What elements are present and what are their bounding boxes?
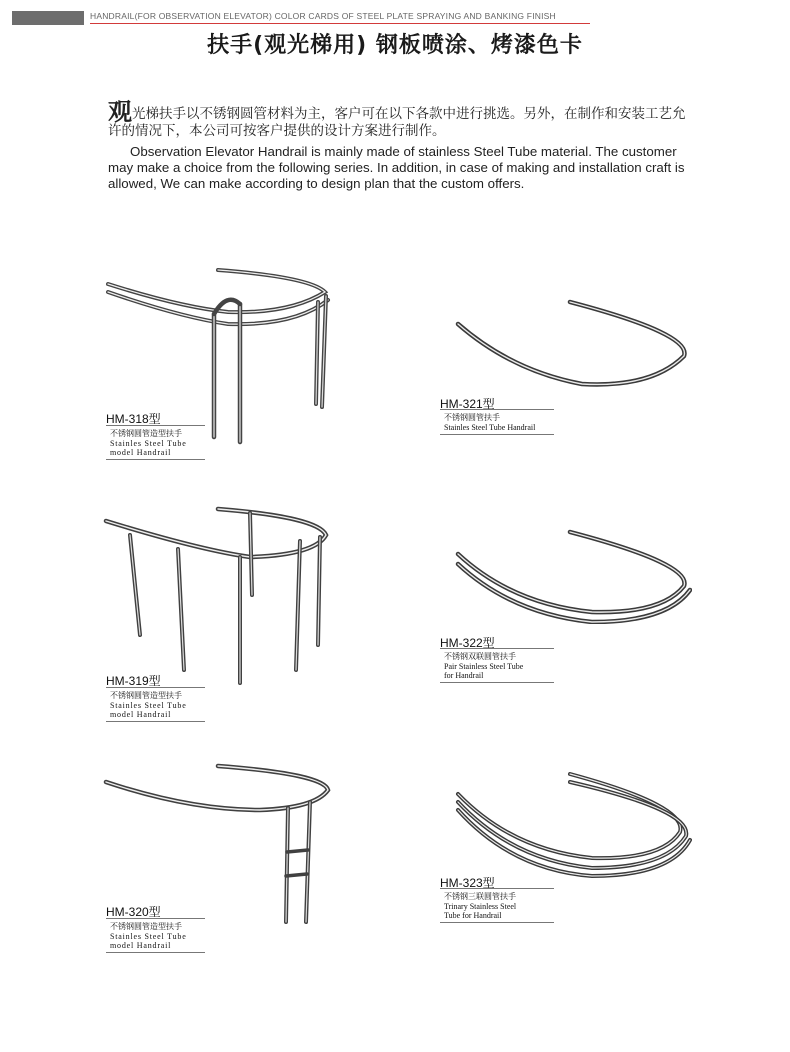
intro-english: Observation Elevator Handrail is mainly made of stainless Steel Tube material. The customer may make a choice from the following series. In addition, in case of making and installation craft is allowed, We can make according to design plan that the custom offers. — [108, 144, 685, 191]
product-caption — [106, 918, 205, 953]
running-title: HANDRAIL(FOR OBSERVATION ELEVATOR) COLOR CARDS OF STEEL PLATE SPRAYING AND BANKING FINISH — [90, 11, 556, 21]
header-rule — [90, 23, 590, 24]
handrail-321-illustration — [452, 296, 692, 391]
caption-english: Trinary Stainless Steel Tube for Handrail — [444, 902, 517, 920]
caption-chinese: 不锈钢三联圆管扶手 — [444, 892, 516, 901]
caption-chinese: 不锈钢圆管造型扶手 — [110, 429, 182, 438]
product-code: HM-321型 — [440, 397, 495, 411]
product-caption — [440, 648, 554, 683]
caption-chinese: 不锈钢双联圆管扶手 — [444, 652, 516, 661]
header-bar — [12, 11, 84, 25]
handrail-323-illustration — [452, 770, 692, 880]
product-code: HM-322型 — [440, 636, 495, 650]
product-caption — [106, 425, 205, 460]
product-code: HM-323型 — [440, 876, 495, 890]
product-caption — [106, 687, 205, 722]
caption-english: Stainles Steel Tube model Handrail — [110, 932, 187, 950]
caption-english: Stainles Steel Tube Handrail — [444, 423, 536, 432]
page-title: 扶手(观光梯用) 钢板喷涂、烤漆色卡 — [207, 33, 583, 58]
product-caption — [440, 888, 554, 923]
product-caption — [440, 409, 554, 435]
caption-chinese: 不锈钢圆管造型扶手 — [110, 922, 182, 931]
handrail-322-illustration — [452, 524, 692, 624]
intro — [108, 98, 698, 192]
product-code: HM-318型 — [106, 412, 161, 426]
intro-chinese-text: 光梯扶手以不锈钢圆管材料为主，客户可在以下各款中进行挑选。另外，在制作和安装工艺允许的情况下，本公司可按客户提供的设计方案进行制作。 — [108, 106, 686, 139]
caption-english: Stainles Steel Tube model Handrail — [110, 701, 187, 719]
caption-chinese: 不锈钢圆管扶手 — [444, 413, 500, 422]
caption-chinese: 不锈钢圆管造型扶手 — [110, 691, 182, 700]
caption-english: Stainles Steel Tube model Handrail — [110, 439, 187, 457]
product-code: HM-319型 — [106, 674, 161, 688]
product-code: HM-320型 — [106, 905, 161, 919]
caption-english: Pair Stainless Steel Tube for Handrail — [444, 662, 524, 680]
handrail-319-illustration — [100, 505, 340, 690]
intro-initial: 观 — [108, 98, 132, 126]
intro-chinese — [108, 98, 698, 140]
